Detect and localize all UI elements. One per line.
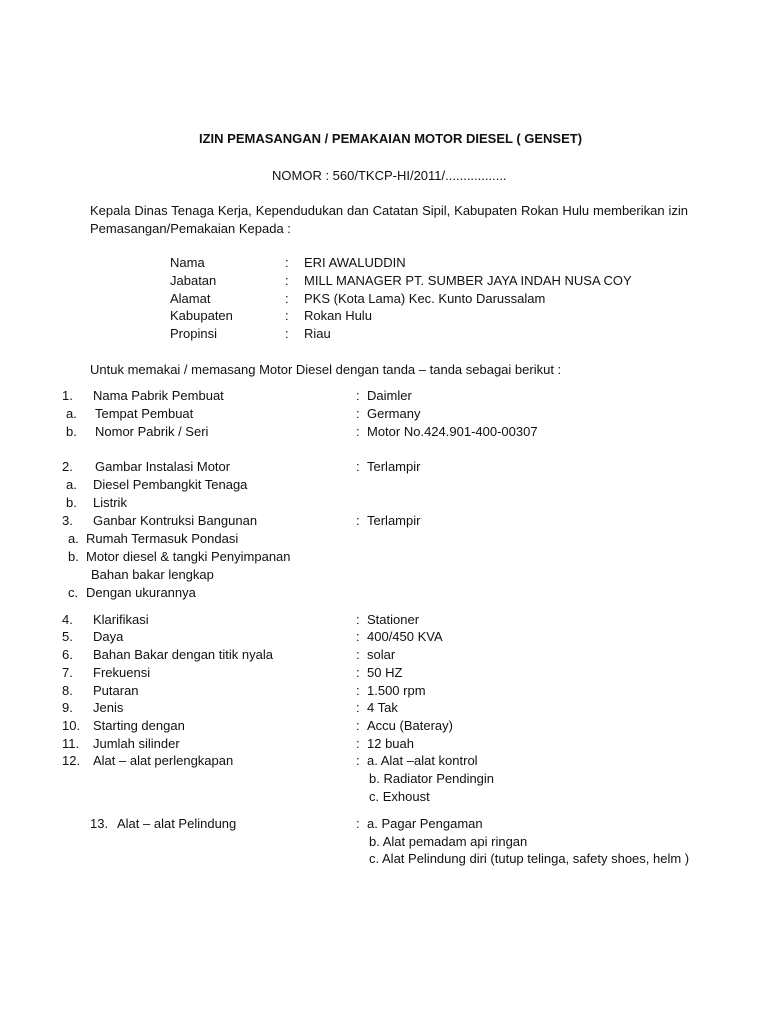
- document-number: NOMOR : 560/TKCP-HI/2011/.................: [272, 168, 507, 183]
- item-value: 1.500 rpm: [367, 683, 426, 698]
- item-label: Gambar Instalasi Motor: [95, 459, 231, 474]
- item-number: 1.: [62, 388, 73, 403]
- recipient-separator: :: [285, 273, 289, 288]
- intro-line-1: Kepala Dinas Tenaga Kerja, Kependudukan dan Catatan Sipil, Kabupaten Rokan Hulu memberikan izin: [90, 203, 688, 218]
- item-value: solar: [367, 647, 396, 662]
- item-separator: :: [356, 816, 360, 831]
- item-label: Motor diesel & tangki Penyimpanan: [86, 549, 291, 564]
- recipient-label: Nama: [170, 255, 205, 270]
- recipient-label: Kabupaten: [170, 308, 233, 323]
- item-separator: :: [356, 629, 360, 644]
- item-separator: :: [356, 612, 360, 627]
- item-label: Daya: [93, 629, 124, 644]
- item-label: Bahan bakar lengkap: [91, 567, 214, 582]
- item-label: Listrik: [93, 495, 127, 510]
- recipient-value: MILL MANAGER PT. SUMBER JAYA INDAH NUSA COY: [304, 273, 632, 288]
- item-value: b. Alat pemadam api ringan: [369, 834, 528, 849]
- item-value: a. Pagar Pengaman: [367, 816, 483, 831]
- item-number: 13.: [90, 816, 109, 831]
- recipient-label: Propinsi: [170, 326, 217, 341]
- item-value: c. Exhoust: [369, 789, 430, 804]
- item-number: 3.: [62, 513, 73, 528]
- recipient-separator: :: [285, 291, 289, 306]
- item-label: Tempat Pembuat: [95, 406, 194, 421]
- item-number: 9.: [62, 700, 73, 715]
- item-separator: :: [356, 700, 360, 715]
- item-value: Terlampir: [367, 459, 421, 474]
- item-number: 8.: [62, 683, 73, 698]
- item-number: 4.: [62, 612, 73, 627]
- item-number: b.: [66, 424, 77, 439]
- item-separator: :: [356, 406, 360, 421]
- item-separator: :: [356, 388, 360, 403]
- item-value: Accu (Bateray): [367, 718, 453, 733]
- item-value: Terlampir: [367, 513, 421, 528]
- item-separator: :: [356, 459, 360, 474]
- item-number: 10.: [62, 718, 81, 733]
- document-title: IZIN PEMASANGAN / PEMAKAIAN MOTOR DIESEL ( GENSET): [199, 131, 583, 146]
- item-number: b.: [68, 549, 79, 564]
- item-value: Daimler: [367, 388, 412, 403]
- recipient-value: ERI AWALUDDIN: [304, 255, 406, 270]
- item-number: 5.: [62, 629, 73, 644]
- item-value: 400/450 KVA: [367, 629, 443, 644]
- recipient-label: Jabatan: [170, 273, 217, 288]
- item-separator: :: [356, 683, 360, 698]
- item-label: Ganbar Kontruksi Bangunan: [93, 513, 258, 528]
- item-number: c.: [68, 585, 79, 600]
- item-number: 6.: [62, 647, 73, 662]
- item-label: Starting dengan: [93, 718, 185, 733]
- recipient-separator: :: [285, 308, 289, 323]
- item-label: Diesel Pembangkit Tenaga: [93, 477, 248, 492]
- item-separator: :: [356, 665, 360, 680]
- item-value: 50 HZ: [367, 665, 403, 680]
- item-value: b. Radiator Pendingin: [369, 771, 495, 786]
- recipient-value: Riau: [304, 326, 331, 341]
- item-label: Alat – alat Pelindung: [117, 816, 237, 831]
- item-label: Klarifikasi: [93, 612, 149, 627]
- intro-paragraph: [90, 202, 688, 238]
- item-label: Bahan Bakar dengan titik nyala: [93, 647, 273, 662]
- item-value: Germany: [367, 406, 421, 421]
- item-value: 12 buah: [367, 736, 414, 751]
- item-number: 2.: [62, 459, 73, 474]
- item-label: Nama Pabrik Pembuat: [93, 388, 224, 403]
- item-label: Frekuensi: [93, 665, 151, 680]
- item-value: Stationer: [367, 612, 420, 627]
- item-separator: :: [356, 513, 360, 528]
- item-separator: :: [356, 647, 360, 662]
- item-number: 12.: [62, 753, 81, 768]
- item-separator: :: [356, 753, 360, 768]
- recipient-value: Rokan Hulu: [304, 308, 372, 323]
- item-label: Jenis: [93, 700, 124, 715]
- item-number: a.: [68, 531, 79, 546]
- item-number: 11.: [62, 736, 80, 751]
- recipient-value: PKS (Kota Lama) Kec. Kunto Darussalam: [304, 291, 546, 306]
- item-label: Putaran: [93, 683, 139, 698]
- item-number: b.: [66, 495, 77, 510]
- recipient-separator: :: [285, 255, 289, 270]
- item-separator: :: [356, 424, 360, 439]
- item-separator: :: [356, 736, 360, 751]
- item-number: 7.: [62, 665, 73, 680]
- item-number: a.: [66, 406, 77, 421]
- item-value: c. Alat Pelindung diri (tutup telinga, safety shoes, helm ): [369, 851, 690, 866]
- item-value: a. Alat –alat kontrol: [367, 753, 478, 768]
- item-label: Nomor Pabrik / Seri: [95, 424, 209, 439]
- item-label: Jumlah silinder: [93, 736, 180, 751]
- recipient-separator: :: [285, 326, 289, 341]
- lead-sentence: Untuk memakai / memasang Motor Diesel dengan tanda – tanda sebagai berikut :: [90, 362, 562, 377]
- intro-line-2: Pemasangan/Pemakaian Kepada :: [90, 221, 291, 236]
- item-label: Alat – alat perlengkapan: [93, 753, 234, 768]
- item-value: Motor No.424.901-400-00307: [367, 424, 538, 439]
- item-label: Dengan ukurannya: [86, 585, 196, 600]
- item-label: Rumah Termasuk Pondasi: [86, 531, 239, 546]
- item-value: 4 Tak: [367, 700, 398, 715]
- item-separator: :: [356, 718, 360, 733]
- item-number: a.: [66, 477, 77, 492]
- recipient-label: Alamat: [170, 291, 211, 306]
